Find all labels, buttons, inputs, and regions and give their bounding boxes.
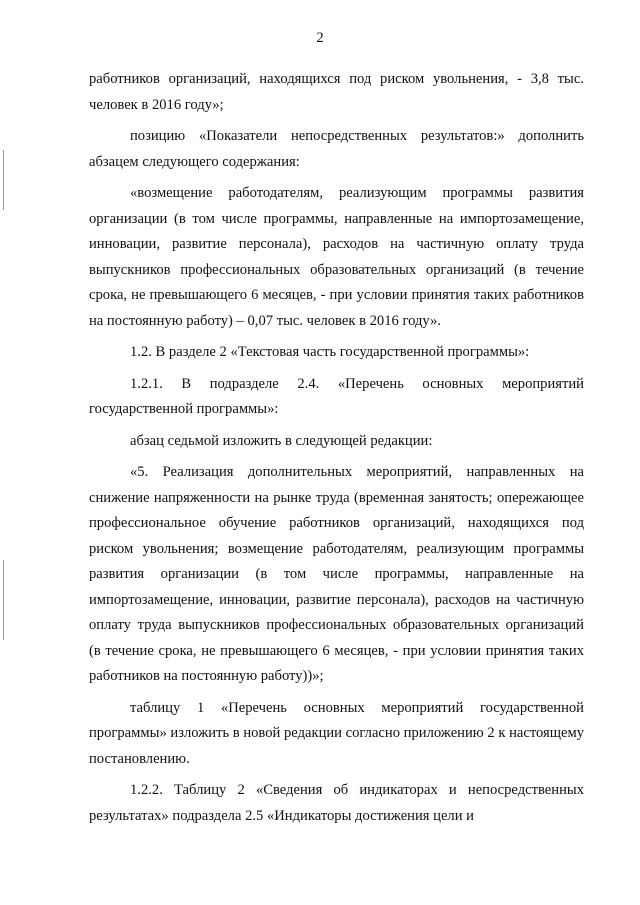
paragraph: абзац седьмой изложить в следующей редакции: — [130, 432, 433, 449]
paragraph-subsection: 1.2.2. Таблицу 2 «Сведения об индикаторах и непосредственных результатах» подраздела 2.5 «Индикаторы достижения цели и — [89, 782, 584, 824]
paragraph-quote: «5. Реализация дополнительных мероприятий, направленных на снижение напряженности на рынке труда (временная занятость; опережающее профессиональное обучение работников организаций, находящихся под риском увольнения; возмещение работодателям, реализующим программы развития организации (в том числе программы, направленные на импортозамещение, инновации, развитие персонала), расходов на частичную оплату труда выпускников профессиональных образовательных организаций (в течение срока, не превышающего 6 месяцев, - при условии принятия таких работников на постоянную работу))»; — [89, 464, 584, 684]
document-body — [89, 67, 584, 835]
paragraph-section-heading: 1.2. В разделе 2 «Текстовая часть государственной программы»: — [130, 344, 530, 360]
page-number: 2 — [316, 30, 324, 46]
paragraph-subsection: 1.2.1. В подразделе 2.4. «Перечень основных мероприятий государственной программы»: — [89, 375, 584, 417]
paragraph-quote: «возмещение работодателям, реализующим программы развития организации (в том числе программы, направленные на импортозамещение, инновации, развитие персонала), расходов на частичную оплату труда выпускников профессиональных образовательных организаций (в течение срока, не превышающего 6 месяцев, - при условии принятия таких работников на постоянную работу) – 0,07 тыс. человек в 2016 году». — [89, 185, 584, 329]
paragraph: таблицу 1 «Перечень основных мероприятий государственной программы» изложить в новой редакции согласно приложению 2 к настоящему постановлению. — [89, 699, 584, 767]
scan-edge-mark — [3, 150, 4, 210]
scan-edge-mark — [3, 560, 4, 640]
paragraph-continuation: работников организаций, находящихся под риском увольнения, - 3,8 тыс. человек в 2016 году»; — [89, 71, 584, 113]
paragraph: позицию «Показатели непосредственных результатов:» дополнить абзацем следующего содержания: — [89, 128, 584, 170]
